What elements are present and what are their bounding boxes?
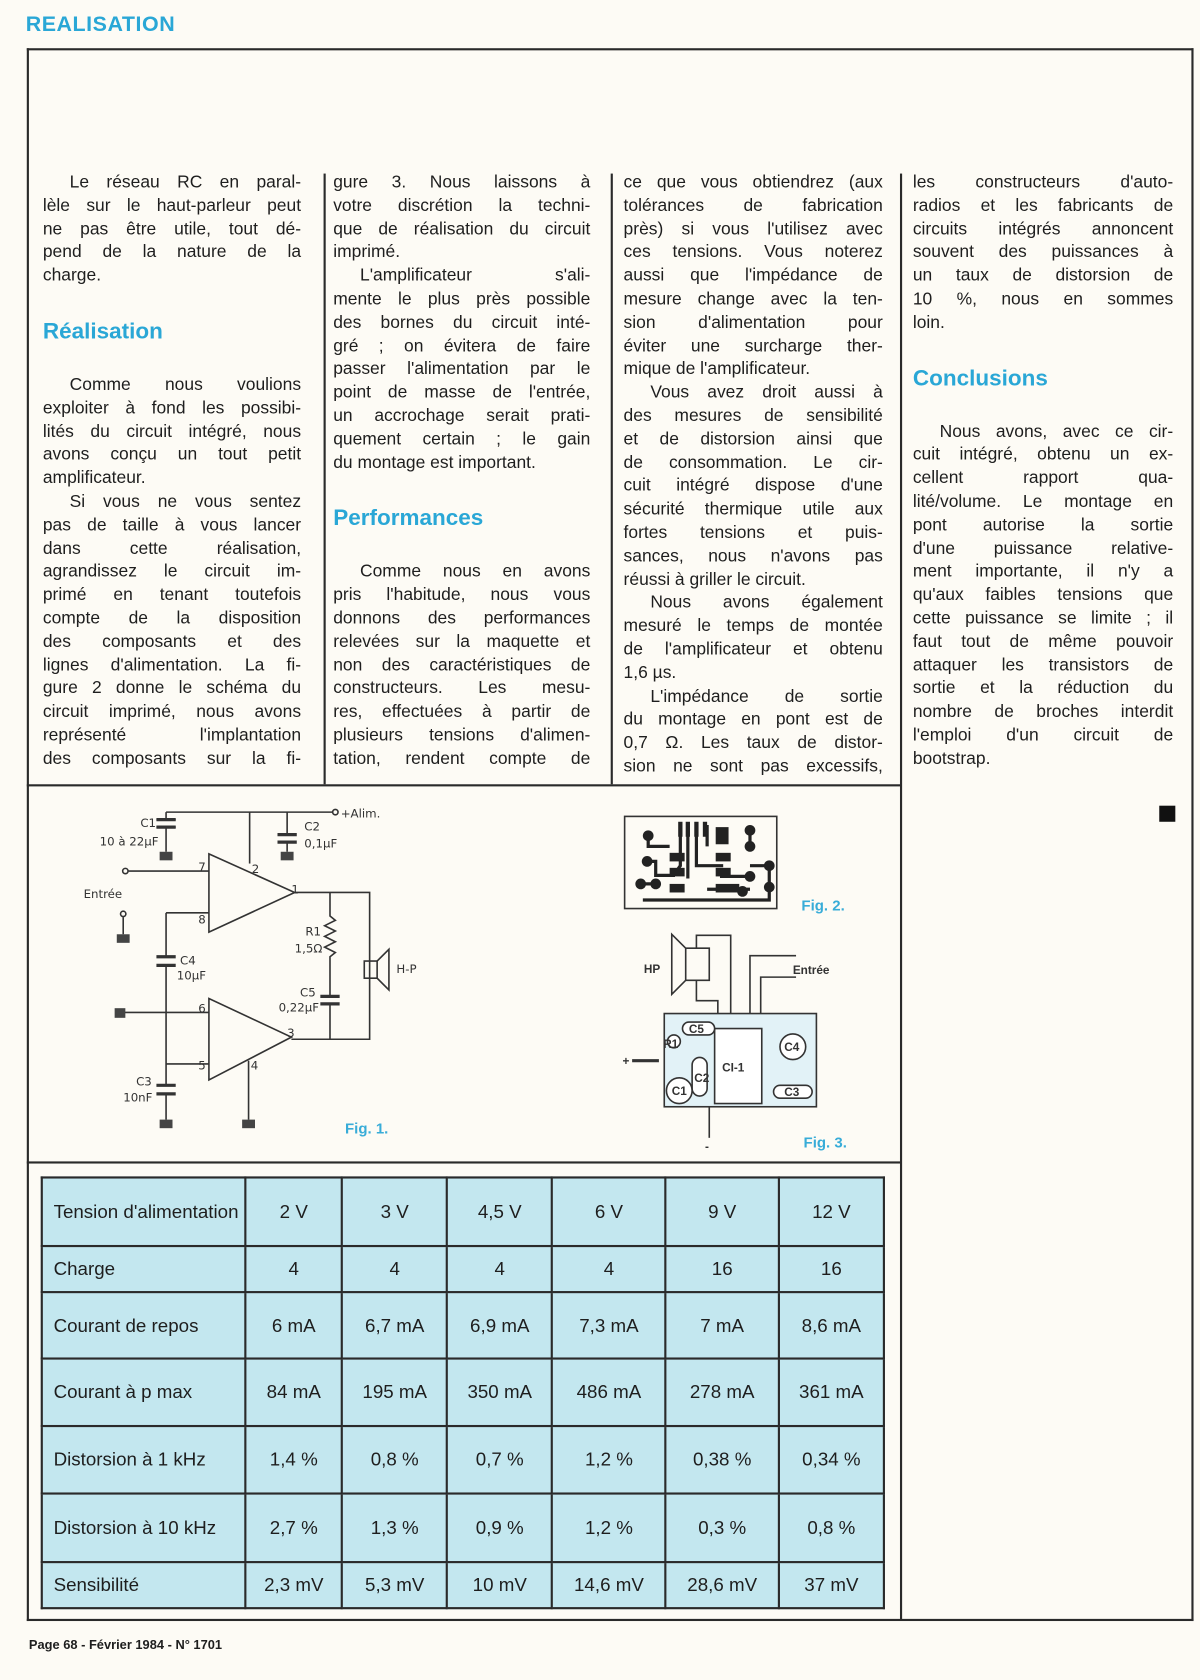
fig1-label: 10 à 22µF — [99, 834, 159, 849]
text-line: primé en tenant toutefois — [42, 585, 302, 605]
text-line: cellent rapport qua- — [912, 468, 1174, 488]
pin-label: 8 — [198, 912, 206, 927]
text-line: constructeurs. Les mesu- — [333, 678, 591, 698]
table-cell: 1,2 % — [552, 1494, 665, 1563]
text-line: loin. — [912, 312, 945, 332]
row-label: Tension d'alimentation — [42, 1177, 246, 1246]
text-line: des composants et des — [42, 631, 302, 652]
text-line: exploiter à fond les possibi- — [42, 398, 302, 418]
text-line: ne pas être utile, tout dé- — [42, 219, 302, 239]
table-row — [42, 1292, 884, 1358]
table-cell: 278 mA — [666, 1359, 779, 1426]
text-line: Nous avons également — [650, 592, 883, 613]
text-line: cuit intégré, obtenu un ex- — [912, 445, 1174, 465]
text-line: pas de taille à vous lancer — [42, 515, 302, 535]
table-cell: 4 — [552, 1246, 665, 1292]
table-cell: 37 mV — [779, 1562, 884, 1608]
text-line: que de réalisation du circuit — [333, 219, 591, 239]
table-cell: 195 mA — [342, 1359, 447, 1426]
fig3-label: C2 — [694, 1072, 710, 1086]
table-cell: 2,7 % — [245, 1494, 342, 1563]
text-line: du montage en pont est de — [623, 709, 883, 729]
table-cell: 2 V — [245, 1177, 342, 1246]
fig2-caption: Fig. 2. — [801, 896, 845, 914]
table-cell: 14,6 mV — [552, 1562, 665, 1608]
text-line: votre discrétion la techni- — [333, 195, 591, 216]
fig1-label: +Alim. — [340, 806, 381, 821]
table-cell: 4,5 V — [447, 1177, 552, 1246]
text-line: passer l'alimentation par le — [333, 359, 591, 379]
row-label: Distorsion à 1 kHz — [42, 1426, 246, 1493]
text-line: charge. — [42, 265, 102, 286]
table-cell: 0,34 % — [779, 1426, 884, 1493]
table-cell: 84 mA — [245, 1359, 342, 1426]
text-line: réussi à griller le circuit. — [623, 569, 806, 589]
fig1-caption: Fig. 1. — [344, 1119, 389, 1137]
text-line: mente le plus près possible — [333, 289, 591, 309]
table-cell: 0,3 % — [666, 1494, 779, 1563]
table-cell: 350 mA — [447, 1359, 552, 1426]
table-header-row — [42, 1177, 884, 1246]
text-line: cette puissance se limite ; il — [912, 608, 1174, 628]
text-line: quement certain ; le gain — [333, 429, 591, 449]
table-row — [42, 1359, 884, 1426]
text-line: de consommation. Le cir- — [623, 452, 883, 473]
table-cell: 9 V — [666, 1177, 779, 1246]
text-line: amplificateur. — [42, 468, 146, 488]
text-line: pend de la nature de la — [42, 242, 302, 262]
text-line: sortie et la réduction du — [912, 678, 1174, 698]
text-line: tolérances de fabrication — [623, 195, 883, 216]
fig3-label: C4 — [784, 1041, 800, 1055]
text-line: et de distorsion ainsi que — [623, 429, 883, 449]
fig2-pcb-layout — [625, 816, 777, 908]
fig1-label: C2 — [304, 819, 320, 834]
text-line: mesure change avec la ten- — [623, 289, 883, 309]
fig3-label: HP — [643, 962, 661, 976]
text-line: Comme nous voulions — [69, 374, 302, 395]
text-line: ces tensions. Vous noterez — [623, 242, 883, 262]
text-line: lignes d'alimentation. La fi- — [42, 655, 302, 675]
table-row — [42, 1494, 884, 1563]
text-line: lité/volume. Le montage en — [912, 491, 1174, 512]
section-heading: Conclusions — [912, 365, 1048, 391]
text-line: circuits intégrés annoncent — [912, 219, 1174, 239]
pin-label: 3 — [287, 1026, 295, 1041]
text-line: 1,6 µs. — [623, 662, 677, 683]
table-cell: 486 mA — [552, 1359, 665, 1426]
fig1-label: 0,22µF — [278, 1000, 320, 1015]
text-line: un accrochage serait prati- — [333, 406, 591, 426]
text-line: attaquer les transistors de — [912, 655, 1174, 675]
text-line: cuit intégré dispose d'une — [623, 476, 883, 496]
text-line: représenté l'implantation — [42, 725, 302, 745]
text-line: donnons des performances — [333, 608, 591, 628]
fig3-label: CI-1 — [722, 1061, 745, 1075]
table-cell: 0,7 % — [447, 1426, 552, 1493]
text-line: souvent des puissances à — [912, 242, 1174, 262]
pin-label: 5 — [198, 1058, 206, 1073]
fig3-label: R1 — [663, 1037, 679, 1051]
text-line: éviter une surcharge ther- — [623, 335, 883, 356]
row-label: Courant à p max — [42, 1359, 246, 1426]
text-line: imprimé. — [333, 242, 401, 262]
text-line: L'impédance de sortie — [650, 686, 883, 706]
text-line: pris l'habitude, nous vous — [333, 585, 591, 605]
text-line: Nous avons, avec ce cir- — [939, 421, 1174, 441]
text-line: compte de la disposition — [42, 608, 302, 628]
table-cell: 28,6 mV — [666, 1562, 779, 1608]
pin-label: 2 — [251, 862, 260, 877]
table-cell: 7,3 mA — [552, 1292, 665, 1358]
pin-label: 1 — [291, 882, 299, 897]
table-cell: 1,3 % — [342, 1494, 447, 1563]
text-line: circuit imprimé, nous avons — [42, 701, 302, 722]
text-line: avons conçu un tout petit — [42, 445, 302, 465]
fig1-label: C3 — [136, 1074, 152, 1089]
pin-label: 7 — [198, 860, 206, 875]
text-line: bootstrap. — [912, 748, 991, 768]
text-line: du montage est important. — [333, 452, 536, 473]
fig3-label: C1 — [671, 1084, 687, 1098]
text-line: l'emploi d'un circuit de — [912, 725, 1174, 745]
pin-label: 6 — [198, 1001, 206, 1016]
table-cell: 6,9 mA — [447, 1292, 552, 1358]
fig1-label: 10nF — [123, 1090, 153, 1105]
text-line: lèle sur le haut-parleur peut — [42, 195, 302, 216]
table-cell: 1,4 % — [245, 1426, 342, 1493]
table-cell: 361 mA — [779, 1359, 884, 1426]
text-line: sances, nous n'avons pas — [623, 546, 883, 566]
text-line: tation, rendent compte de — [333, 748, 591, 768]
text-line: d'une puissance relative- — [912, 538, 1174, 558]
row-label: Distorsion à 10 kHz — [42, 1494, 246, 1563]
table-cell: 16 — [666, 1246, 779, 1292]
text-line: de l'amplificateur et obtenu — [623, 639, 883, 659]
text-line: plusieurs tensions d'alimen- — [333, 725, 591, 745]
table-cell: 0,8 % — [779, 1494, 884, 1563]
text-line: point de masse de l'entrée, — [333, 382, 591, 402]
table-cell: 6 V — [552, 1177, 665, 1246]
text-line: les constructeurs d'auto- — [912, 172, 1174, 192]
table-cell: 4 — [245, 1246, 342, 1292]
row-label: Sensibilité — [42, 1562, 246, 1608]
text-line: nombre de broches interdit — [912, 701, 1174, 722]
section-heading: Performances — [333, 506, 484, 531]
text-line: fortes tensions et puis- — [623, 522, 883, 543]
text-line: gure 2 donne le schéma du — [42, 678, 302, 698]
row-label: Charge — [42, 1246, 246, 1292]
table-cell: 5,3 mV — [342, 1562, 447, 1608]
text-line: mique de l'amplificateur. — [623, 359, 811, 379]
table-cell: 6,7 mA — [342, 1292, 447, 1358]
fig1-label: C4 — [179, 953, 196, 968]
text-line: res, effectuées à partir de — [333, 701, 591, 722]
fig1-label: 10µF — [176, 968, 207, 983]
frame-bottom — [27, 1619, 1194, 1621]
text-line: ment importante, il n'y a — [912, 561, 1174, 582]
table-cell: 0,38 % — [666, 1426, 779, 1493]
table-cell: 4 — [342, 1246, 447, 1292]
fig1-label: 1,5Ω — [294, 941, 323, 956]
text-line: des mesures de sensibilité — [623, 406, 883, 426]
text-line: Comme nous en avons — [359, 561, 591, 582]
text-line: faut tout de même pouvoir — [912, 631, 1174, 652]
table-row — [42, 1426, 884, 1493]
fig1-label: C1 — [140, 816, 157, 831]
text-line: Si vous ne vous sentez — [69, 491, 302, 512]
text-line: gure 3. Nous laissons à — [333, 172, 591, 192]
row-label: Courant de repos — [42, 1292, 246, 1358]
text-line: mesuré le temps de montée — [623, 616, 883, 636]
text-line: qu'aux faibles tensions que — [912, 585, 1174, 605]
text-line: des bornes du circuit inté- — [333, 312, 591, 332]
text-line: L'amplificateur s'ali- — [359, 265, 591, 286]
text-line: Vous avez droit aussi à — [650, 382, 883, 402]
text-line: relevées sur la maquette et — [333, 631, 591, 652]
table-cell: 6 mA — [245, 1292, 342, 1358]
table-row — [42, 1246, 884, 1292]
table-cell: 3 V — [342, 1177, 447, 1246]
fig1-label: Entrée — [83, 886, 123, 901]
fig1-label: C5 — [299, 985, 316, 1000]
page-footer: Page 68 - Février 1984 - N° 1701 — [28, 1637, 223, 1653]
text-line: pont autorise la sortie — [912, 515, 1174, 535]
section-title: REALISATION — [25, 12, 176, 37]
table-cell: 2,3 mV — [245, 1562, 342, 1608]
text-line: non des caractéristiques de — [333, 655, 591, 675]
fig1-label: 0,1µF — [304, 836, 338, 851]
table-cell: 0,9 % — [447, 1494, 552, 1563]
fig3-label: C5 — [688, 1022, 704, 1036]
table-cell: 0,8 % — [342, 1426, 447, 1493]
text-line: gré ; on évitera de faire — [333, 335, 591, 356]
table-cell: 7 mA — [666, 1292, 779, 1358]
fig3-label: Entrée — [792, 963, 830, 977]
text-line: sion ne sont pas excessifs, — [623, 756, 883, 776]
text-line: sécurité thermique utile aux — [623, 499, 883, 519]
text-line: agrandissez le circuit im- — [42, 561, 302, 582]
table-cell: 10 mV — [447, 1562, 552, 1608]
text-line: près) si vous l'utilisez avec — [623, 219, 883, 239]
table-row — [42, 1562, 884, 1608]
fig3-label: - — [704, 1140, 709, 1154]
performance-table — [41, 1176, 885, 1609]
fig1-label: H-P — [396, 961, 417, 976]
section-heading: Réalisation — [42, 319, 163, 344]
text-line: Le réseau RC en paral- — [69, 172, 302, 192]
table-cell: 1,2 % — [552, 1426, 665, 1493]
text-line: sion d'alimentation pour — [623, 312, 883, 332]
text-line: un taux de distorsion de — [912, 265, 1174, 286]
text-line: aussi que l'impédance de — [623, 265, 883, 286]
fig1-label: R1 — [305, 924, 322, 939]
text-line: des composants sur la fi- — [42, 748, 302, 768]
text-line: 0,7 Ω. Les taux de distor- — [623, 732, 883, 753]
table-cell: 12 V — [779, 1177, 884, 1246]
table-cell: 16 — [779, 1246, 884, 1292]
fig3-caption: Fig. 3. — [803, 1133, 847, 1151]
text-line: radios et les fabricants de — [912, 195, 1174, 216]
table-cell: 8,6 mA — [779, 1292, 884, 1358]
fig3-label: + — [622, 1054, 630, 1068]
table-cell: 4 — [447, 1246, 552, 1292]
fig3-label: C3 — [784, 1086, 800, 1100]
pin-label: 4 — [250, 1058, 259, 1073]
text-line: dans cette réalisation, — [42, 538, 302, 558]
text-line: 10 %, nous en sommes — [912, 289, 1174, 309]
text-line: lités du circuit intégré, nous — [42, 421, 302, 441]
text-line: ce que vous obtiendrez (aux — [623, 172, 883, 192]
